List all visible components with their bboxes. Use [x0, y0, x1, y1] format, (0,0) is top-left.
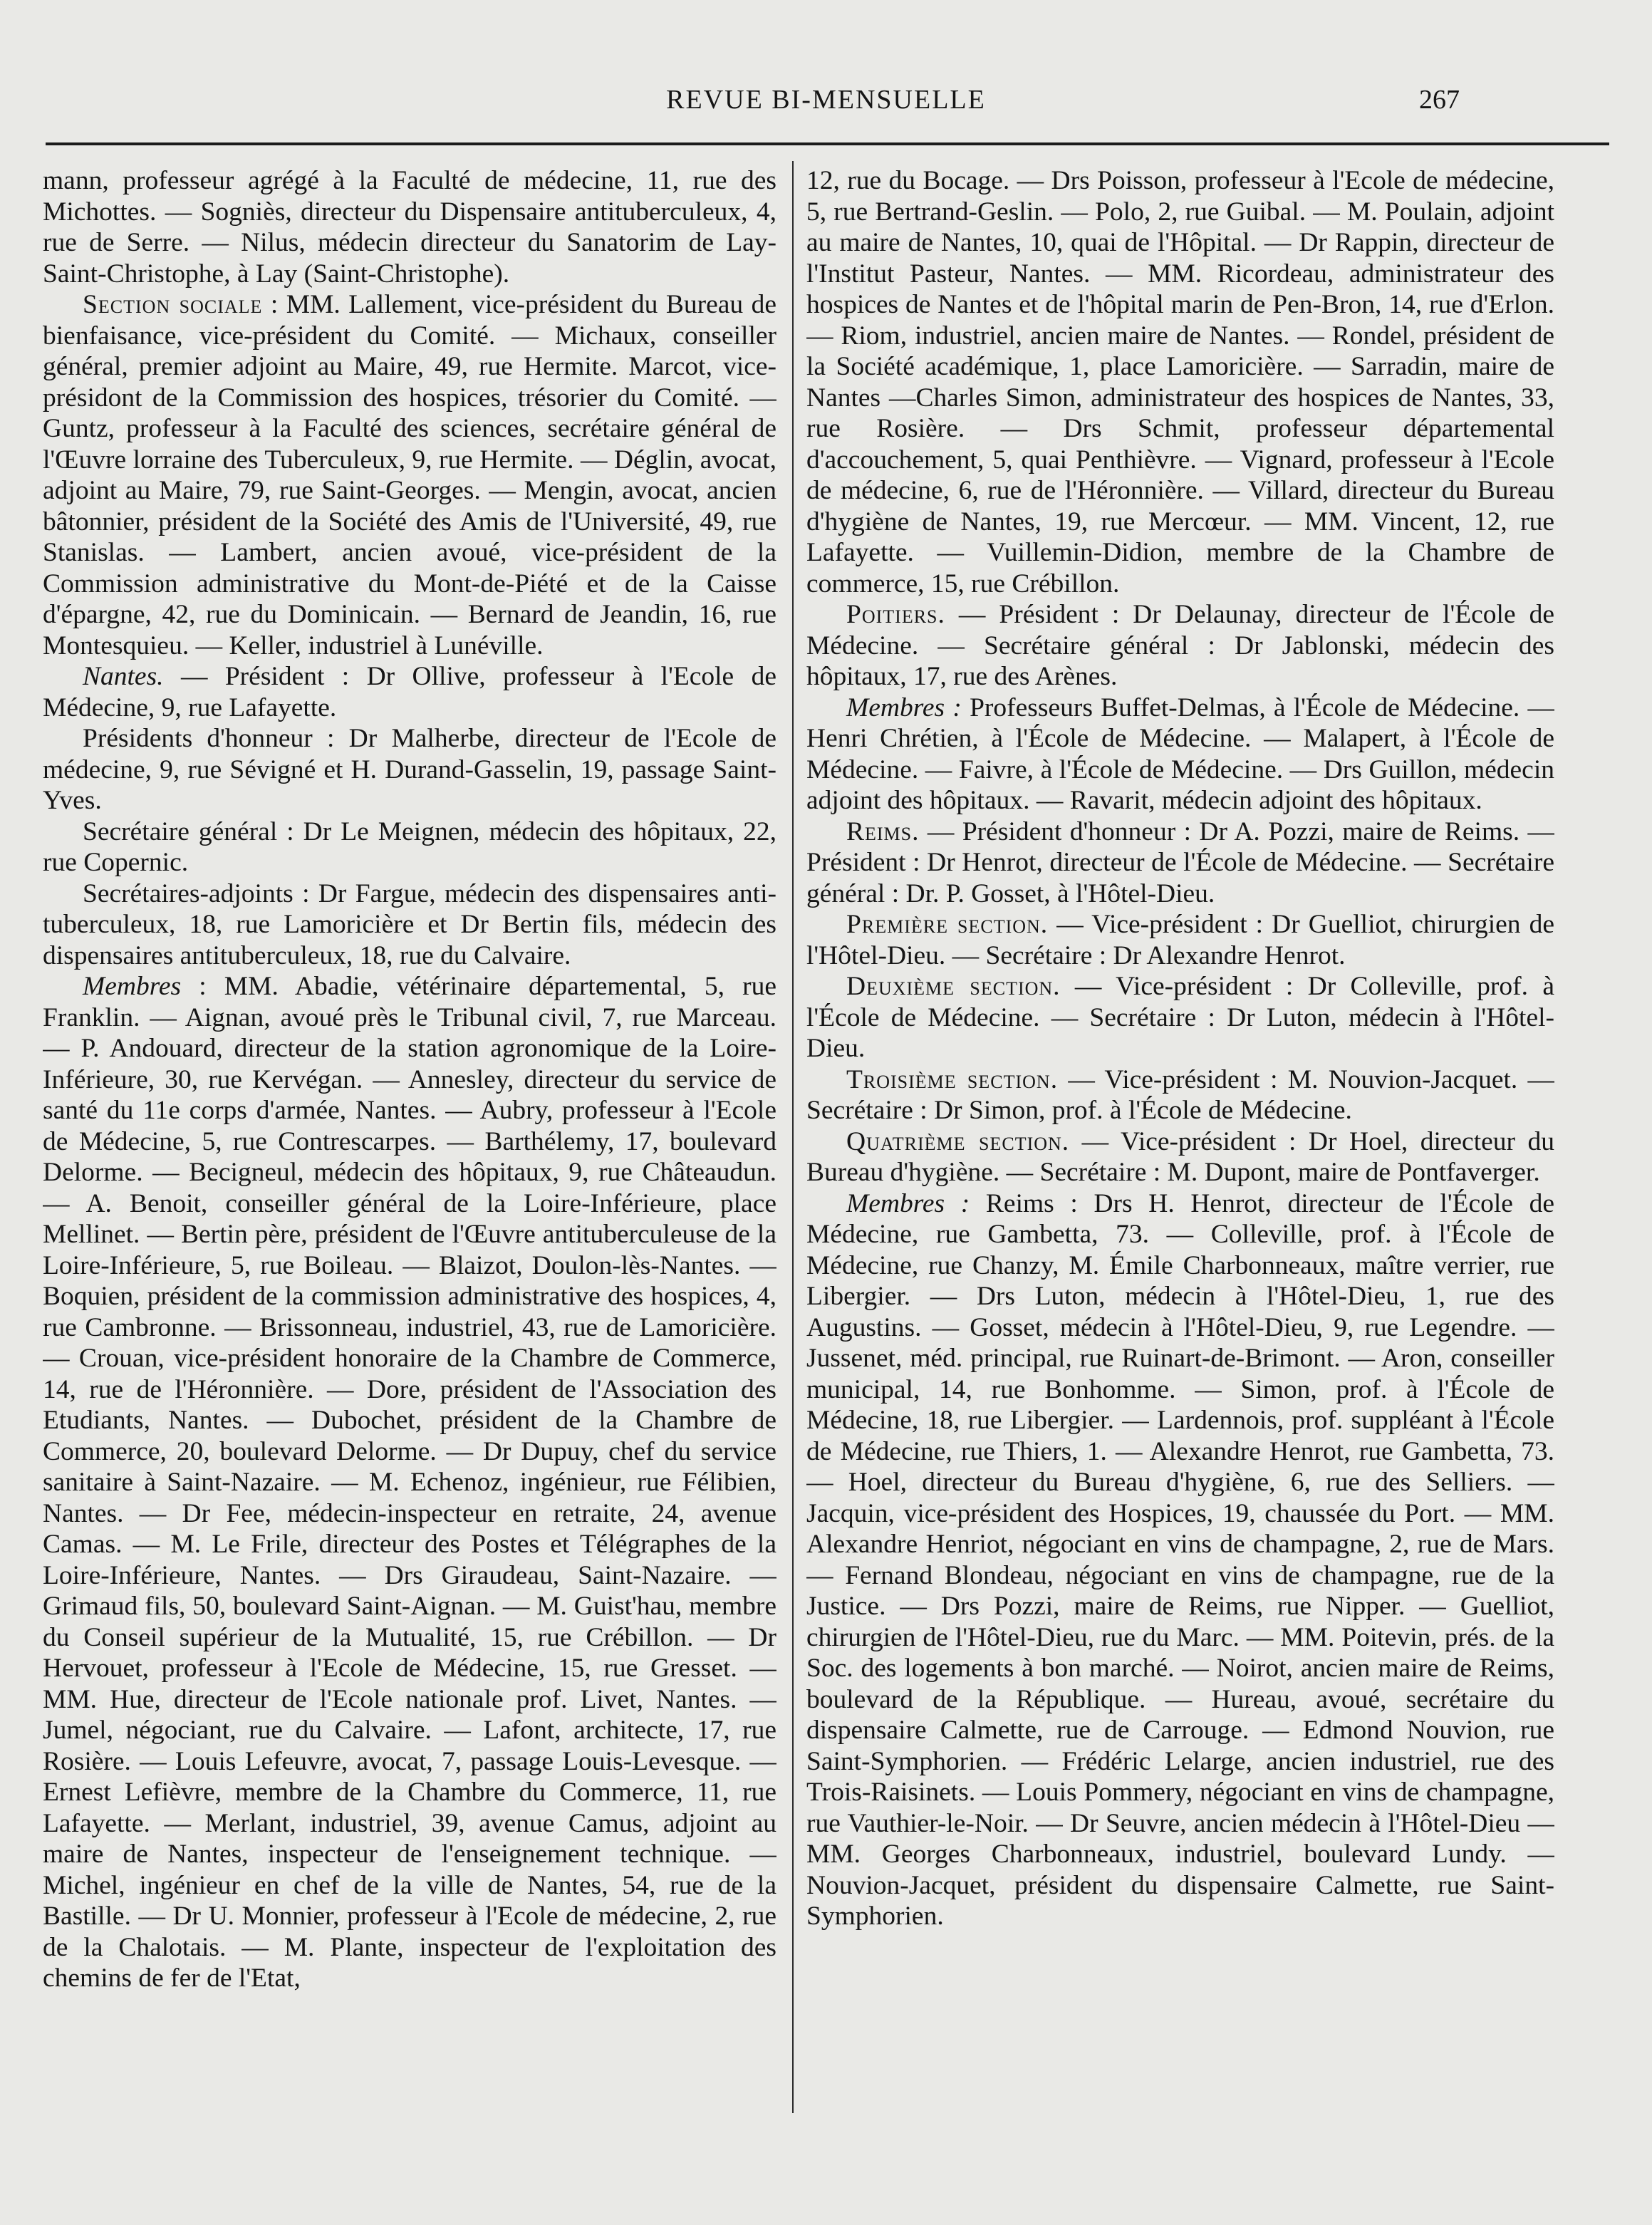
paragraph [806, 971, 1554, 1064]
left-column [43, 165, 776, 2103]
paragraph [43, 289, 776, 661]
paragraph-lead: Membres : [846, 1188, 970, 1218]
paragraph-text: — Vice-président : Dr Guelliot, chirurgien de l'Hôtel-Dieu. — Secrétaire : Dr Alexandre Henrot. [806, 910, 1554, 970]
paragraph [43, 971, 776, 1994]
paragraph-text: Présidents d'honneur : Dr Malherbe, directeur de l'Ecole de médecine, 9, rue Sévigné et H. Durand-Gasselin, 19, passage Saint-Yves. [43, 724, 776, 815]
paragraph-lead: Troisième section. [846, 1064, 1059, 1094]
paragraph [43, 165, 776, 289]
paragraph [43, 723, 776, 816]
column-divider [792, 161, 794, 2113]
paragraph [806, 1064, 1554, 1126]
paragraph [806, 816, 1554, 910]
paragraph [806, 909, 1554, 971]
right-column [806, 165, 1554, 2103]
paragraph-text: — Vice-président : M. Nouvion-Jacquet. — Secrétaire : Dr Simon, prof. à l'École de Médecine. [806, 1064, 1554, 1125]
paragraph [806, 165, 1554, 599]
paragraph-text: 12, rue du Bocage. — Drs Poisson, professeur à l'Ecole de médecine, 5, rue Bertrand-Geslin. — Polo, 2, rue Guibal. — M. Poulain, adjoint au maire de Nantes, 10, quai de l'Hôpital. — Dr Rappin, directeur de l'Institut Pasteur, Nantes. — MM. Ricordeau, administrateur des hospices de Nantes et de l'hôpital marin de Pen-Bron, 14, rue d'Erlon. — Riom, industriel, ancien maire de Nantes. — Rondel, président de la Société académique, 1, place Lamoricière. — Sarradin, maire de Nantes —Charles Simon, administrateur des hospices de Nantes, 33, rue Rosière. — Drs Schmit, professeur départemental d'accouchement, 5, quai Penthièvre. — Vignard, professeur à l'Ecole de médecine, 6, rue de l'Héronnière. — Villard, directeur du Bureau d'hygiène de Nantes, 19, rue Mercœur. — MM. Vincent, 12, rue Lafayette. — Vuillemin-Didion, membre de la Chambre de commerce, 15, rue Crébillon. [806, 166, 1554, 598]
paragraph [806, 1126, 1554, 1188]
paragraph-lead: Membres [83, 972, 182, 1001]
paragraph-lead: Première section. [846, 910, 1049, 939]
paragraph [806, 599, 1554, 693]
paragraph-text: — Président d'honneur : Dr A. Pozzi, maire de Reims. — Président : Dr Henrot, directeur de l'École de Médecine. — Secrétaire général : Dr. P. Gosset, à l'Hôtel-Dieu. [806, 816, 1554, 908]
paragraph [43, 661, 776, 723]
header-rule [46, 142, 1609, 145]
running-head [43, 84, 1609, 127]
paragraph-lead: Deuxième section. [846, 972, 1061, 1001]
journal-title: REVUE BI-MENSUELLE [666, 85, 986, 115]
paragraph-text: Professeurs Buffet-Delmas, à l'École de Médecine. — Henri Chrétien, à l'École de Médecine. — Malapert, à l'École de Médecine. — Faivre, à l'École de Médecine. — Drs Guillon, médecin adjoint des hôpitaux. — Ravarit, médecin adjoint des hôpitaux. [806, 693, 1554, 815]
paragraph-text: — Président : Dr Delaunay, directeur de l'École de Médecine. — Secrétaire général : Dr Jablonski, médecin des hôpitaux, 17, rue des Arènes. [806, 600, 1554, 691]
paragraph-text: Secrétaire général : Dr Le Meignen, médecin des hôpitaux, 22, rue Copernic. [43, 816, 776, 877]
paragraph-lead: Section sociale [83, 290, 263, 319]
paragraph-text: : MM. Abadie, vétérinaire départemental, 5, rue Franklin. — Aignan, avoué près le Tribunal civil, 7, rue Marceau. — P. Andouard, directeur de la station agronomique de la Loire-Inférieure, 30, rue Kervégan. — Annesley, directeur du service de santé du 11e corps d'armée, Nantes. — Aubry, professeur à l'Ecole de Médecine, 5, rue Contrescarpes. — Barthélemy, 17, boulevard Delorme. — Becigneul, médecin des hôpitaux, 9, rue Châteaudun. — A. Benoit, conseiller général de la Loire-Inférieure, place Mellinet. — Bertin père, président de l'Œuvre antituberculeuse de la Loire-Inférieure, 5, rue Boileau. — Blaizot, Doulon-lès-Nantes. — Boquien, président de la commission administrative des hospices, 4, rue Cambronne. — Brissonneau, industriel, 43, rue de Lamoricière. — Crouan, vice-président honoraire de la Chambre de Commerce, 14, rue de l'Héronnière. — Dore, président de l'Association des Etudiants, Nantes. — Dubochet, président de la Chambre de Commerce, 20, boulevard Delorme. — Dr Dupuy, chef du service sanitaire à Saint-Nazaire. — M. Echenoz, ingénieur, rue Félibien, Nantes. — Dr Fee, médecin-inspecteur en retraite, 24, avenue Camas. — M. Le Frile, directeur des Postes et Télégraphes de la Loire-Inférieure, Nantes. — Drs Giraudeau, Saint-Nazaire. — Grimaud fils, 50, boulevard Saint-Aignan. — M. Guist'hau, membre du Conseil supérieur de la Mutualité, 15, rue Crébillon. — Dr Hervouet, professeur à l'Ecole de Médecine, 15, rue Gresset. — MM. Hue, directeur de l'Ecole nationale prof. Livet, Nantes. — Jumel, négociant, rue du Calvaire. — Lafont, architecte, 17, rue Rosière. — Louis Lefeuvre, avocat, 7, passage Louis-Levesque. — Ernest Lefièvre, membre de la Chambre du Commerce, 11, rue Lafayette. — Merlant, industriel, 39, avenue Camus, adjoint au maire de Nantes, inspecteur de l'enseignement technique. — Michel, ingénieur en chef de la ville de Nantes, 54, rue de la Bastille. — Dr U. Monnier, professeur à l'Ecole de médecine, 2, rue de la Chalotais. — M. Plante, inspecteur de l'exploitation des chemins de fer de l'Etat, [43, 972, 776, 1993]
paragraph-text: : MM. Lallement, vice-président du Bureau de bienfaisance, vice-président du Comité. — Michaux, conseiller général, premier adjoint au Maire, 49, rue Hermite. Marcot, vice-présidont de la Commission des hospices, trésorier du Comité. — Guntz, professeur à la Faculté des sciences, secrétaire général de l'Œuvre lorraine des Tuberculeux, 9, rue Hermite. — Déglin, avocat, adjoint au Maire, 79, rue Saint-Georges. — Mengin, avocat, ancien bâtonnier, président de la Société des Amis de l'Université, 49, rue Stanislas. — Lambert, ancien avoué, vice-président de la Commission administrative du Mont-de-Piété et de la Caisse d'épargne, 42, rue du Dominicain. — Bernard de Jeandin, 16, rue Montesquieu. — Keller, industriel à Lunéville. [43, 290, 776, 660]
paragraph-lead: Membres : [846, 693, 962, 722]
paragraph-text: Secrétaires-adjoints : Dr Fargue, médecin des dispensaires anti-tuberculeux, 18, rue Lamoricière et Dr Bertin fils, médecin des dispensaires antituberculeux, 18, rue du Calvaire. [43, 878, 776, 970]
paragraph-text: — Vice-président : Dr Colleville, prof. à l'École de Médecine. — Secrétaire : Dr Luton, médecin à l'Hôtel-Dieu. [806, 972, 1554, 1063]
paragraph [806, 1188, 1554, 1932]
paragraph [43, 878, 776, 972]
paragraph [43, 816, 776, 878]
paragraph [806, 693, 1554, 816]
paragraph-lead: Nantes. [83, 662, 164, 691]
paragraph-text: mann, professeur agrégé à la Faculté de médecine, 11, rue des Michottes. — Sogniès, directeur du Dispensaire antituberculeux, 4, rue de Serre. — Nilus, médecin directeur du Sanatorim de Lay-Saint-Christophe, à Lay (Saint-Christophe). [43, 166, 776, 289]
page-number: 267 [1419, 85, 1460, 115]
paragraph-text: — Vice-président : Dr Hoel, directeur du Bureau d'hygiène. — Secrétaire : M. Dupont, maire de Pontfaverger. [806, 1126, 1554, 1187]
paragraph-lead: Poitiers. [846, 600, 945, 629]
paragraph-lead: Reims. [846, 816, 920, 846]
paragraph-text: Reims : Drs H. Henrot, directeur de l'École de Médecine, rue Gambetta, 73. — Colleville, prof. à l'École de Médecine, rue Chanzy, M. Émile Charbonneaux, maître verrier, rue Libergier. — Drs Luton, médecin à l'Hôtel-Dieu, 1, rue des Augustins. — Gosset, médecin à l'Hôtel-Dieu, 9, rue Legendre. — Jussenet, méd. principal, rue Ruinart-de-Brimont. — Aron, conseiller municipal, 14, rue Bonhomme. — Simon, prof. à l'École de Médecine, 18, rue Libergier. — Lardennois, prof. suppléant à l'École de Médecine, rue Thiers, 1. — Alexandre Henrot, rue Gambetta, 73. — Hoel, directeur du Bureau d'hygiène, 6, rue des Selliers. — Jacquin, vice-président des Hospices, 19, chaussée du Port. — MM. Alexandre Henriot, négociant en vins de champagne, 2, rue de Mars. — Fernand Blondeau, négociant en vins de champagne, rue de la Justice. — Drs Pozzi, maire de Reims, rue Nipper. — Guelliot, chirurgien de l'Hôtel-Dieu, rue du Marc. — MM. Poitevin, prés. de la Soc. des logements à bon marché. — Noirot, ancien maire de Reims, boulevard de la République. — Hureau, avoué, secrétaire du dispensaire Calmette, rue de Carrouge. — Edmond Nouvion, rue Saint-Symphorien. — Frédéric Lelarge, ancien industriel, rue des Trois-Raisinets. — Louis Pommery, négociant en vins de champagne, rue Vauthier-le-Noir. — Dr Seuvre, ancien médecin à l'Hôtel-Dieu — MM. Georges Charbonneaux, industriel, boulevard Lundy. — Nouvion-Jacquet, président du dispensaire Calmette, rue Saint-Symphorien. [806, 1188, 1554, 1931]
paragraph-lead: Quatrième section. [846, 1126, 1070, 1156]
paragraph-text: — Président : Dr Ollive, professeur à l'Ecole de Médecine, 9, rue Lafayette. [43, 662, 776, 722]
